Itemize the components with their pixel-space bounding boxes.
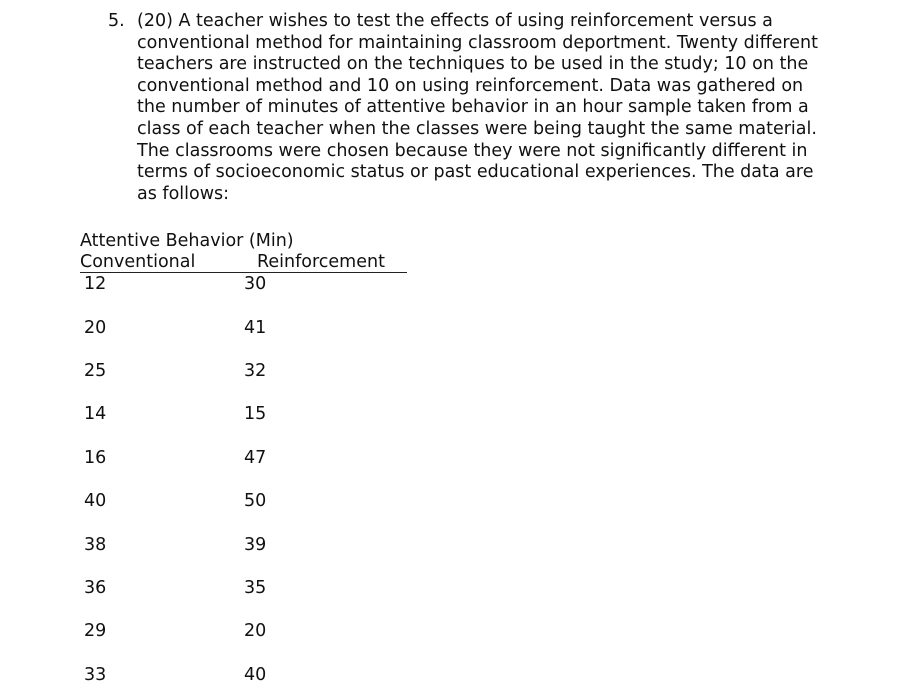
conventional-value: 36 [84,578,107,598]
table-title: Attentive Behavior (Min) [80,231,294,251]
reinforcement-value: 32 [244,361,267,381]
conventional-value: 40 [84,491,107,511]
reinforcement-value: 30 [244,274,267,294]
conventional-value: 12 [84,274,107,294]
reinforcement-value: 47 [244,448,267,468]
conventional-value: 14 [84,404,107,424]
table-row [0,273,914,295]
table-row [0,664,914,686]
reinforcement-value: 15 [244,404,267,424]
table-row [0,490,914,512]
reinforcement-value: 40 [244,665,267,685]
reinforcement-value: 41 [244,318,267,338]
conventional-value: 29 [84,621,107,641]
table-row [0,403,914,425]
table-row [0,620,914,642]
conventional-value: 16 [84,448,107,468]
reinforcement-value: 20 [244,621,267,641]
table-row [0,534,914,556]
table-row [0,577,914,599]
column-header-reinforcement: Reinforcement [257,252,385,272]
problem-text: (20) A teacher wishes to test the effects of using reinforcement versus a conventional method for maintaining classroom deportment. Twenty different teachers are instructed on the techniques to be used in the study; 10 on the conventional method and 10 on using reinforcement. Data was gathered on the number of minutes of attentive behavior in an hour sample taken from a class of each teacher when the classes were being taught the same material. The classrooms were chosen because they were not significantly different in terms of socioeconomic status or past educational experiences. The data are as follows: [137,11,818,204]
problem-statement [108,11,828,205]
conventional-value: 25 [84,361,107,381]
reinforcement-value: 50 [244,491,267,511]
table-row [0,360,914,382]
problem-number: 5. [108,11,125,31]
table-row [0,447,914,469]
conventional-value: 20 [84,318,107,338]
table-row [0,317,914,339]
reinforcement-value: 35 [244,578,267,598]
reinforcement-value: 39 [244,535,267,555]
conventional-value: 38 [84,535,107,555]
conventional-value: 33 [84,665,107,685]
column-header-conventional: Conventional [80,252,196,272]
